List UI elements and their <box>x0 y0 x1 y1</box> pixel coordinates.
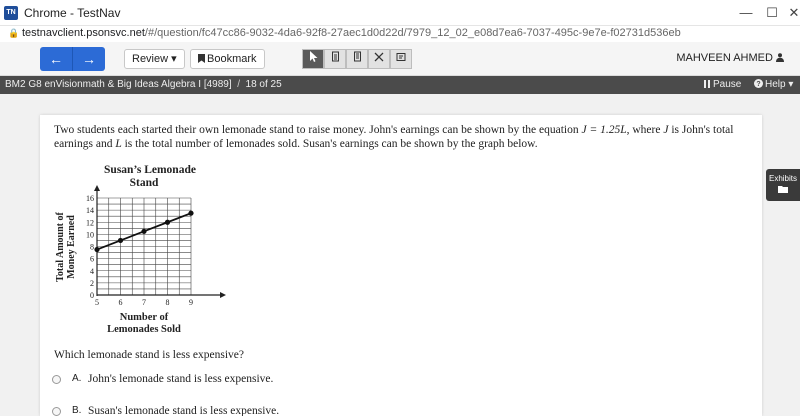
help-icon <box>754 79 763 88</box>
exhibits-button[interactable] <box>766 169 800 201</box>
y-tick-label: 2 <box>90 278 94 288</box>
chart-title-line2: Stand <box>129 177 159 189</box>
pause-button[interactable]: Pause <box>704 79 741 90</box>
x-tick-label: 5 <box>95 298 99 307</box>
radio-button-b[interactable] <box>52 407 61 416</box>
y-tick-label: 12 <box>86 218 94 228</box>
bookmark-label: Bookmark <box>207 53 257 65</box>
y-tick-label: 14 <box>86 206 94 216</box>
option-letter: A. <box>72 373 82 384</box>
susan-earnings-graph <box>50 161 250 341</box>
y-tick-label: 6 <box>90 254 94 264</box>
folder-icon <box>766 185 800 196</box>
highlighter-icon[interactable] <box>324 49 346 69</box>
testnav-logo-icon: TN <box>4 6 18 20</box>
tool-group <box>302 49 412 69</box>
test-title: BM2 G8 enVisionmath & Big Ideas Algebra I [4989] / 18 of 25 <box>5 79 282 90</box>
bookmark-button[interactable] <box>190 49 265 69</box>
close-icon[interactable]: ✕ <box>788 5 800 20</box>
y-axis-arrow <box>94 185 100 191</box>
option-text: John's lemonade stand is less expensive. <box>88 373 274 385</box>
x-tick-label: 6 <box>118 298 123 307</box>
line-reader-icon[interactable] <box>346 49 368 69</box>
window-titlebar <box>0 0 800 26</box>
user-icon <box>776 53 784 62</box>
x-axis-label-line1: Number of <box>119 312 169 323</box>
option-letter: B. <box>72 405 82 416</box>
minimize-icon[interactable]: — <box>739 5 753 20</box>
data-point <box>188 211 193 216</box>
x-tick-label: 8 <box>165 298 170 307</box>
x-axis-label-line2: Lemonades Sold <box>107 324 181 335</box>
question-card <box>40 115 762 416</box>
test-header <box>0 76 800 94</box>
notepad-icon[interactable] <box>390 49 412 69</box>
y-tick-label: 10 <box>86 230 94 240</box>
y-axis-label-line1: Total Amount of <box>55 212 66 282</box>
question-prompt: Which lemonade stand is less expensive? <box>54 349 245 361</box>
y-tick-label: 4 <box>90 266 94 276</box>
y-tick-label: 0 <box>90 291 94 300</box>
forward-arrow-icon[interactable]: → <box>72 47 105 71</box>
x-tick-label: 9 <box>189 298 193 307</box>
maximize-icon[interactable]: ☐ <box>766 5 778 20</box>
y-tick-label: 8 <box>90 242 94 252</box>
y-tick-label: 16 <box>86 194 94 203</box>
answer-eliminator-icon[interactable] <box>368 49 390 69</box>
exhibits-label: Exhibits <box>768 174 797 183</box>
chart-title-line1: Susan’s Lemonade <box>104 164 196 176</box>
pause-icon <box>704 80 710 88</box>
pointer-icon[interactable] <box>302 49 324 69</box>
lock-icon: 🔒 <box>8 28 20 38</box>
option-text: Susan's lemonade stand is less expensive. <box>88 405 280 416</box>
svg-text:?: ? <box>756 81 761 88</box>
back-arrow-icon[interactable]: ← <box>49 51 63 67</box>
user-name: MAHVEEN AHMED <box>676 52 784 64</box>
nav-buttons <box>40 47 105 71</box>
address-bar[interactable] <box>0 26 800 42</box>
x-tick-label: 7 <box>142 298 146 307</box>
url-text[interactable]: testnavclient.psonsvc.net/#/question/fc47cc86-9032-4da6-92f8-27aec1d0d22d/7979_12_02_e08d7ea6-7037-495c-9e7e-f02731d536eb <box>22 27 681 39</box>
question-stem: Two students each started their own lemonade stand to raise money. John's earnings can be shown by the equation J = 1.25L, where J is John's total earnings and L is the total number of lemonades sold. Susan's earnings can be shown by the graph below. <box>54 124 734 150</box>
help-button[interactable]: ? Help ▾ <box>754 79 793 90</box>
data-point <box>165 220 170 225</box>
window-title: Chrome - TestNav <box>24 6 121 20</box>
review-button[interactable]: Review ▾ <box>124 49 185 69</box>
y-axis-label-line2: Money Earned <box>66 215 77 279</box>
data-point <box>141 229 146 234</box>
x-axis-arrow <box>220 292 226 298</box>
test-toolbar <box>0 42 800 76</box>
data-point <box>118 238 123 243</box>
data-point <box>94 247 99 252</box>
radio-button-a[interactable] <box>52 375 61 384</box>
question-progress: 18 of 25 <box>245 79 282 90</box>
bookmark-icon <box>198 54 205 63</box>
